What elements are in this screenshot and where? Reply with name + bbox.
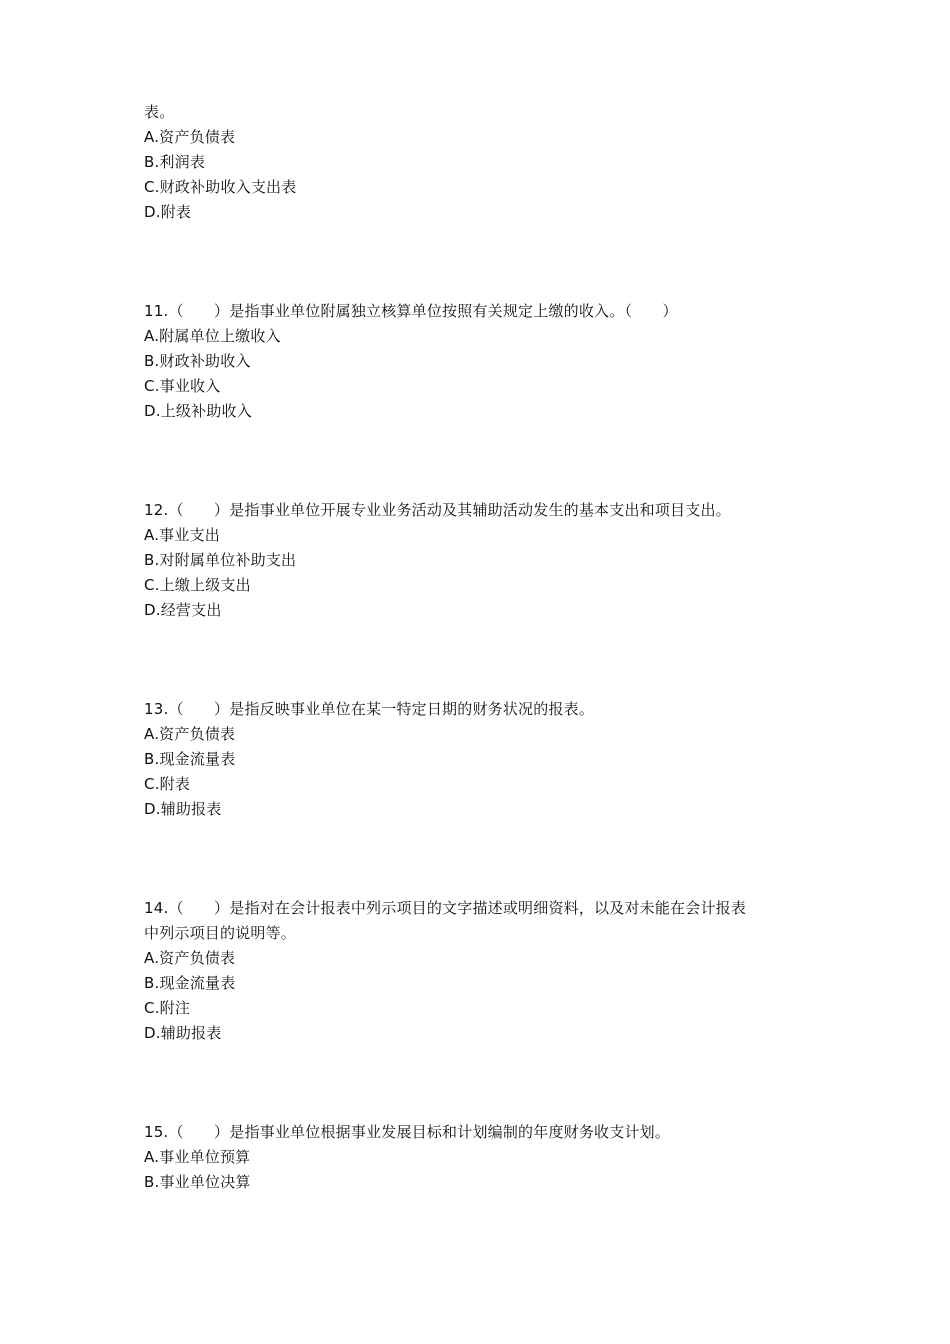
q14-option-c: C.附注	[144, 999, 191, 1017]
q11-option-b: B.财政补助收入	[144, 352, 251, 370]
q13-option-b: B.现金流量表	[144, 750, 236, 768]
q14-option-d: D.辅助报表	[144, 1024, 222, 1042]
q11-option-d: D.上级补助收入	[144, 402, 252, 420]
q12-option-c: C.上缴上级支出	[144, 576, 251, 594]
q12-option-d: D.经营支出	[144, 601, 222, 619]
q14-option-b: B.现金流量表	[144, 974, 236, 992]
q12-option-b: B.对附属单位补助支出	[144, 551, 297, 569]
q10-option-d: D.附表	[144, 203, 192, 221]
q13-stem: 13.（ ）是指反映事业单位在某一特定日期的财务状况的报表。	[144, 700, 595, 718]
q14-stem-line1: 14.（ ）是指对在会计报表中列示项目的文字描述或明细资料，以及对未能在会计报表	[144, 899, 747, 917]
q11-stem: 11.（ ）是指事业单位附属独立核算单位按照有关规定上缴的收入。（ ）	[144, 302, 678, 320]
q12-option-a: A.事业支出	[144, 526, 220, 544]
q13-option-c: C.附表	[144, 775, 191, 793]
q13-option-a: A.资产负债表	[144, 725, 236, 743]
q15-stem: 15.（ ）是指事业单位根据事业发展目标和计划编制的年度财务收支计划。	[144, 1123, 671, 1141]
q13-option-d: D.辅助报表	[144, 800, 222, 818]
q15-option-b: B.事业单位决算	[144, 1173, 251, 1191]
q15-option-a: A.事业单位预算	[144, 1148, 251, 1166]
q10-stem-tail: 表。	[144, 103, 175, 121]
q10-option-a: A.资产负债表	[144, 128, 236, 146]
q14-stem-line2: 中列示项目的说明等。	[144, 924, 297, 942]
q14-option-a: A.资产负债表	[144, 949, 236, 967]
q12-stem: 12.（ ）是指事业单位开展专业业务活动及其辅助活动发生的基本支出和项目支出。	[144, 501, 731, 519]
q10-option-c: C.财政补助收入支出表	[144, 178, 297, 196]
q11-option-c: C.事业收入	[144, 377, 221, 395]
q11-option-a: A.附属单位上缴收入	[144, 327, 281, 345]
q10-option-b: B.利润表	[144, 153, 206, 171]
